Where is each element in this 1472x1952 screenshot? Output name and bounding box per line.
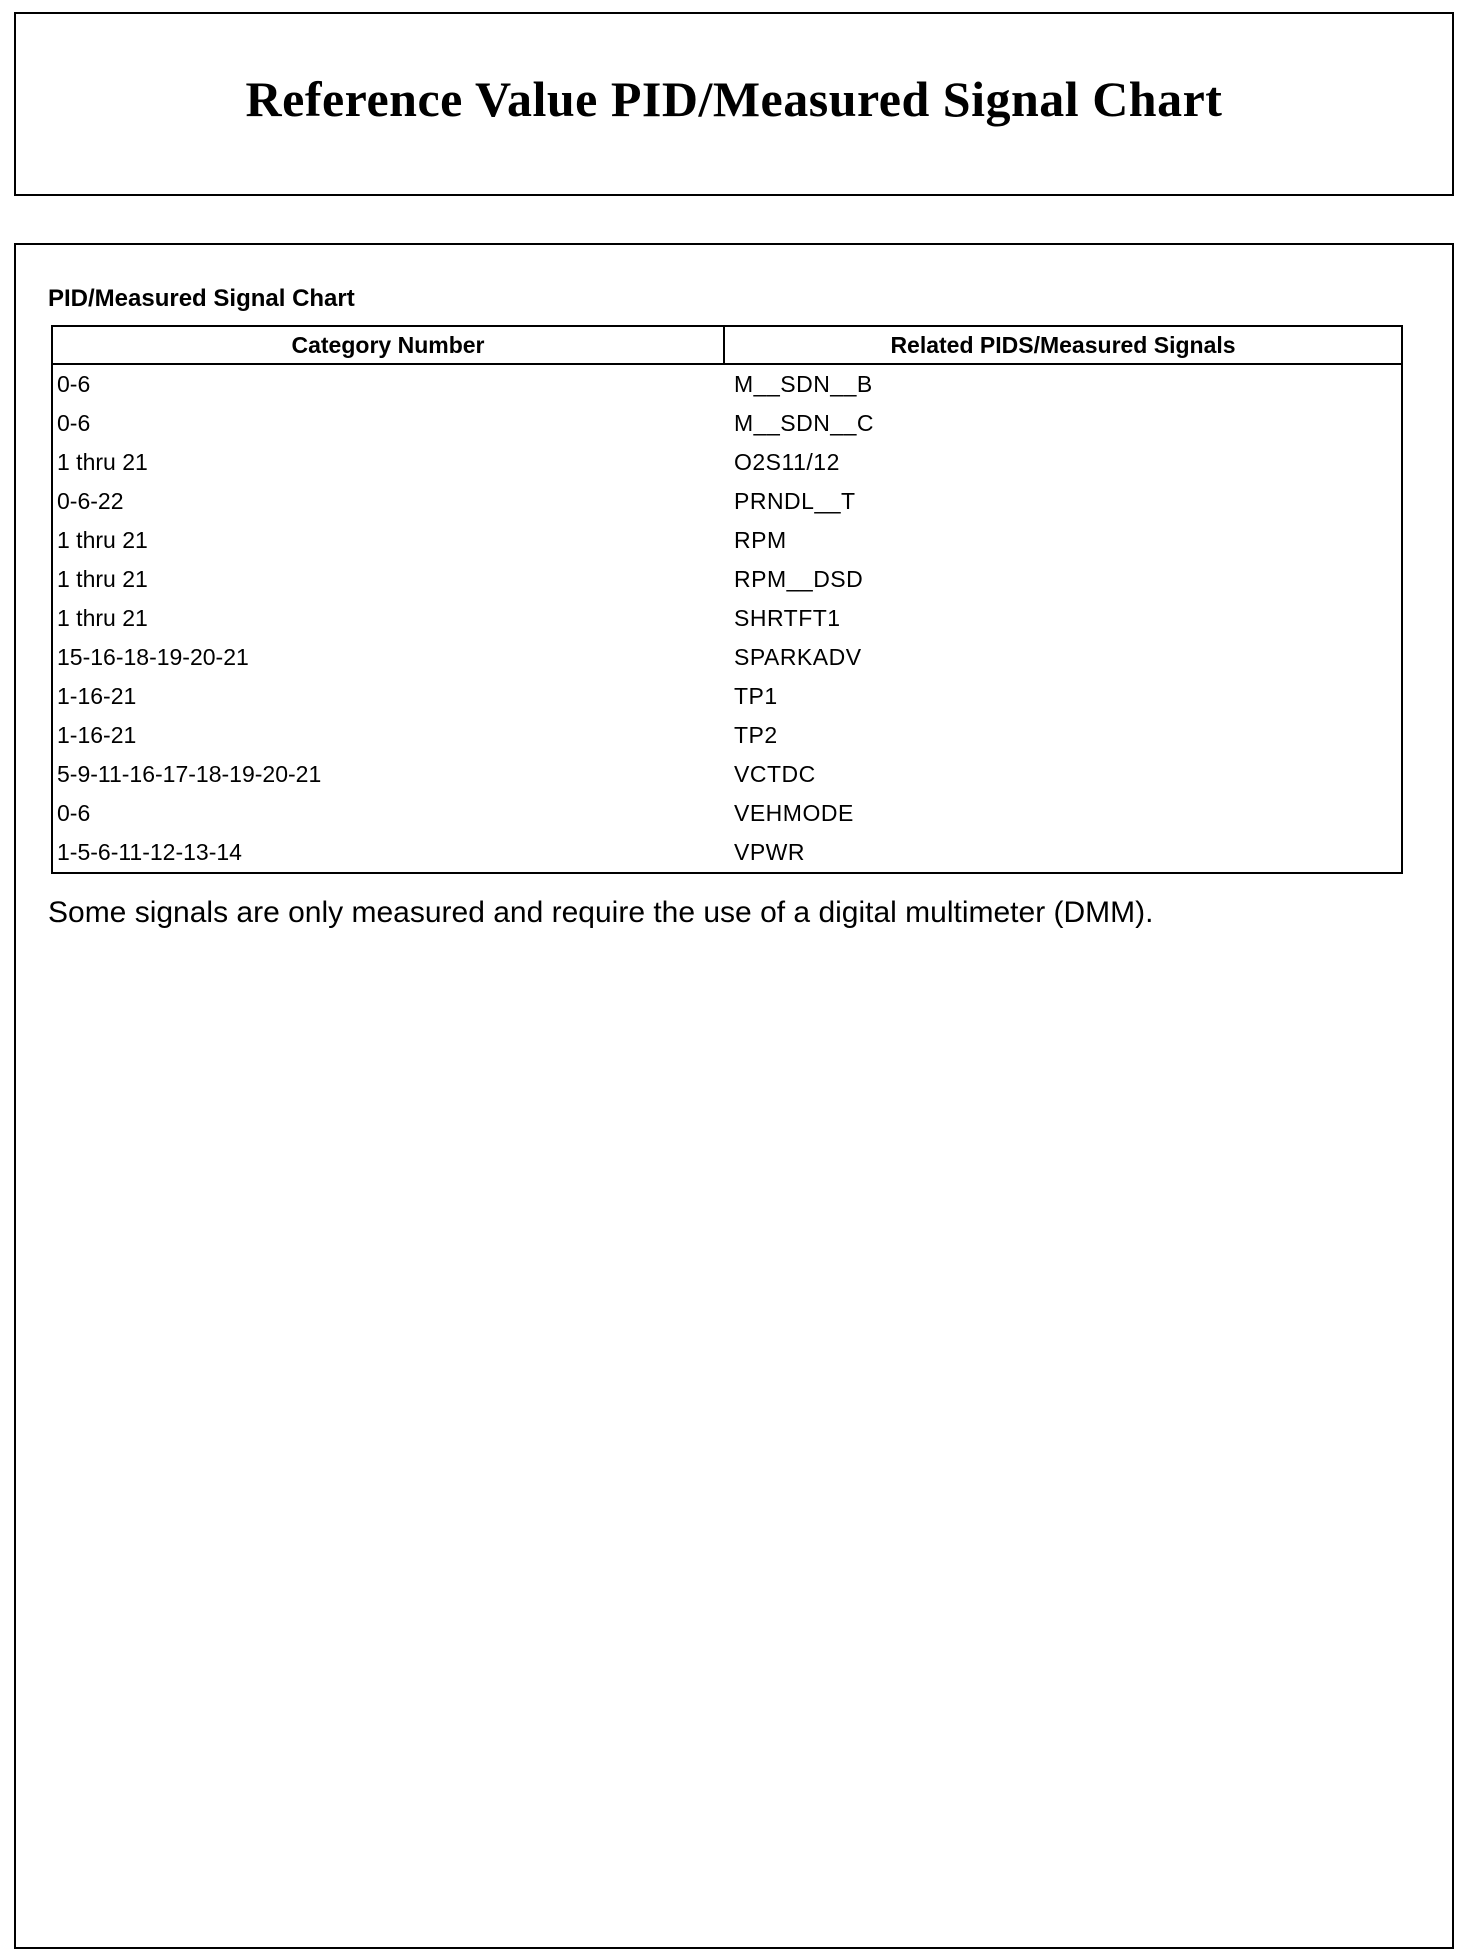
cell-signal: TP2: [734, 722, 778, 748]
cell-category: 0-6: [57, 410, 91, 436]
cell-signal: TP1: [734, 683, 778, 709]
cell-category: 1 thru 21: [57, 566, 148, 592]
cell-category: 15-16-18-19-20-21: [57, 644, 249, 670]
footnote: Some signals are only measured and require the use of a digital multimeter (DMM).: [48, 896, 1154, 929]
table-row: [52, 755, 1402, 794]
table-row: [52, 482, 1402, 521]
table-row: [52, 716, 1402, 755]
header-related-signals: Related PIDS/Measured Signals: [724, 326, 1402, 364]
table-row: [52, 364, 1402, 404]
cell-category: 0-6: [57, 800, 91, 826]
cell-signal: RPM__DSD: [734, 566, 864, 592]
cell-signal: RPM: [734, 527, 787, 553]
table-row: [52, 794, 1402, 833]
cell-category: 1-16-21: [57, 683, 137, 709]
table-row: [52, 677, 1402, 716]
table-row: [52, 638, 1402, 677]
cell-signal: M__SDN__B: [734, 371, 873, 397]
page-title-box: [14, 12, 1454, 196]
signal-table: [51, 325, 1403, 874]
table-row: [52, 599, 1402, 638]
cell-category: 1-16-21: [57, 722, 137, 748]
cell-category: 1 thru 21: [57, 449, 148, 475]
cell-signal: SHRTFT1: [734, 605, 841, 631]
table-row: [52, 833, 1402, 873]
cell-category: 5-9-11-16-17-18-19-20-21: [57, 761, 322, 787]
table-header-row: [52, 326, 1402, 364]
cell-category: 0-6-22: [57, 488, 124, 514]
table-row: [52, 560, 1402, 599]
cell-signal: VCTDC: [734, 761, 816, 787]
page-title: Reference Value PID/Measured Signal Chart: [245, 71, 1223, 127]
cell-signal: PRNDL__T: [734, 488, 856, 514]
section-heading: PID/Measured Signal Chart: [48, 285, 355, 312]
cell-category: 1 thru 21: [57, 527, 148, 553]
cell-signal: M__SDN__C: [734, 410, 874, 436]
cell-category: 0-6: [57, 371, 91, 397]
cell-signal: SPARKADV: [734, 644, 862, 670]
table-row: [52, 443, 1402, 482]
table-row: [52, 521, 1402, 560]
cell-category: 1 thru 21: [57, 605, 148, 631]
cell-category: 1-5-6-11-12-13-14: [57, 839, 242, 865]
cell-signal: VEHMODE: [734, 800, 854, 826]
cell-signal: VPWR: [734, 839, 805, 865]
header-category-number: Category Number: [52, 326, 724, 364]
cell-signal: O2S11/12: [734, 449, 840, 475]
content-box: [14, 243, 1454, 1949]
table-row: [52, 404, 1402, 443]
